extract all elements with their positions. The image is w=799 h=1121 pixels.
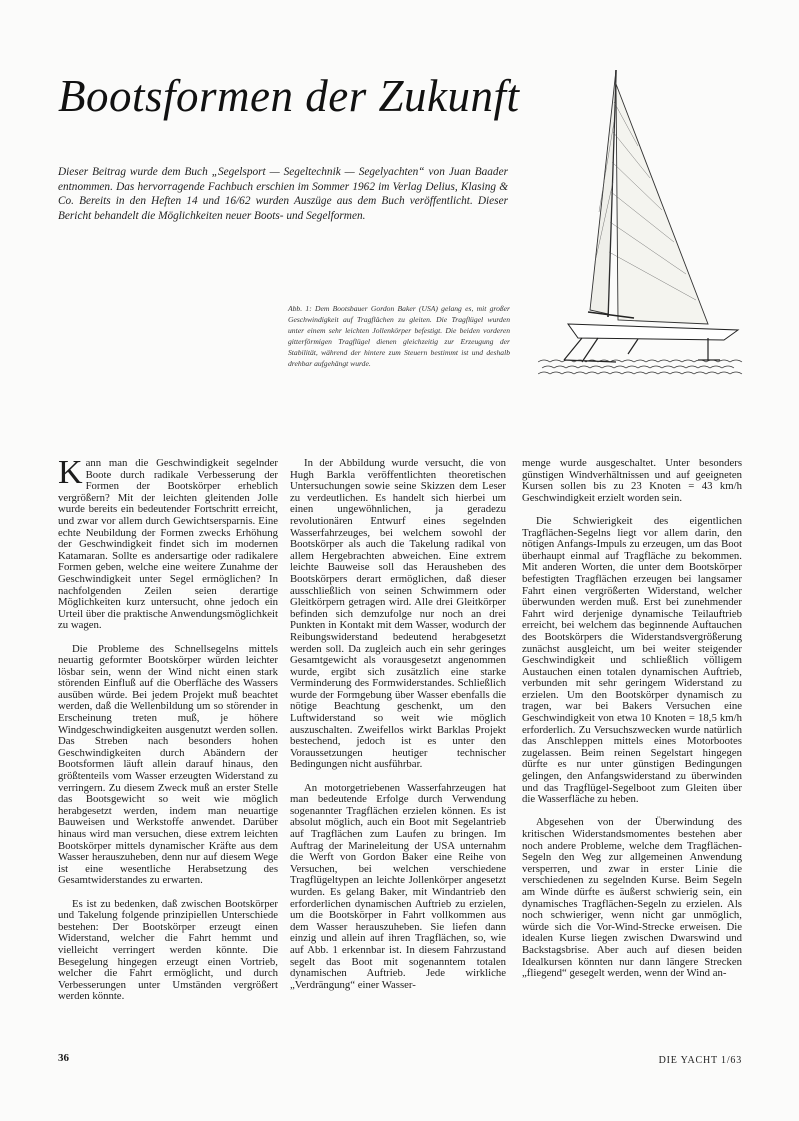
body-column-1	[58, 458, 278, 1058]
page-number: 36	[58, 1052, 69, 1064]
article-intro: Dieser Beitrag wurde dem Buch „Segelsport — Segeltechnik — Segelyachten“ von Juan Baader entnommen. Das hervorragende Fachbuch erschien im Sommer 1962 im Verlag Delius, Klasing & Co. Bereits in den Heften 14 und 16/62 wurden Auszüge aus dem Buch veröffentlicht. Dieser Bericht behandelt die Möglichkeiten neuer Boots- und Segelformen.	[58, 166, 508, 222]
body-column-2	[290, 458, 506, 1058]
paragraph: Abgesehen von der Überwindung des kritischen Widerstandsmomentes bestehen aber noch andere Probleme, welche dem Tragflächen-Segeln den Weg zur allgemeinen Anwendung versperren, und zwar in erster Linie die verschiedenen zu segelnden Kurse. Beim Segeln am Winde dürfte es äußerst schwierig sein, ein dynamisches Tragflächen-Segeln zu erzielen. Als noch schwieriger, wenn nicht gar unmöglich, würde sich die Vor-Wind-Strecke erweisen. Die idealen Kurse liegen zwischen Dwarswind und Backstagsbrise. Aber auch auf diesen beiden Idealkursen könnten nur dann längere Strecken „fliegend“ gesegelt werden, wenn der Wind an-	[522, 816, 742, 980]
running-footer: DIE YACHT 1/63	[658, 1055, 742, 1066]
article-title: Bootsformen der Zukunft	[58, 71, 520, 121]
paragraph: menge wurde ausgeschaltet. Unter besonders günstigen Windverhältnissen und auf geeigneten Kursen sollen bis zu 23 Knoten = 43 km/h Geschwindigkeit erzielt worden sein.	[522, 458, 742, 504]
paragraph: In der Abbildung wurde versucht, die von Hugh Barkla veröffentlichten theoretischen Untersuchungen sowie seine Skizzen dem Leser zu verdeutlichen. Es handelt sich hierbei um einen ungewöhnlichen, ja geradezu revolutionären Entwurf eines segelnden Wasserfahrzeuges, bei welchem sowohl der Bootskörper als auch die Takelung radikal von allem Hergebrachten abweichen. Eine extrem leichte Bauweise soll das Herausheben des Bootskörpers derart ermöglichen, daß dieser ausschließlich von seinen Schwimmern oder Gleitkörpern getragen wird. Alle drei Gleitkörper befinden sich demzufolge nur noch an drei Punkten in Kontakt mit dem Wasser, wodurch der Reibungswiderstand bedeutend herabgesetzt werden soll. Da zugleich auch ein sehr geringes Gesamtgewicht als vorausgesetzt angenommen wurde, ergibt sich zusätzlich eine starke Verminderung des Formwiderstandes. Schließlich wurde der Formgebung über Wasser ebenfalls die nötige Beachtung geschenkt, um den Luftwiderstand so weit wie möglich auszuschalten. Zweifellos wirkt Barklas Projekt bestechend, jedoch ist es unter den Voraussetzungen heutiger technischer Bedingungen nicht ausführbar.	[290, 458, 506, 771]
paragraph: Die Probleme des Schnellsegelns mittels neuartig geformter Bootskörper würden leichter lösbar sein, wenn der Wind nicht einen stark störenden Einfluß auf die Oberfläche des Wassers ausüben würde. Bei jedem Projekt muß beachtet werden, daß die Wellenbildung um so störender in Erscheinung treten muß, je höhere Windgeschwindigkeiten ausgenutzt werden sollen. Das Streben nach besonders hohen Geschwindigkeiten durch Abändern der Bootsformen läuft allein darauf hinaus, den größtenteils vom Wasser erzeugten Widerstand zu verringern. Zu diesem Zweck muß an erster Stelle das Bootsgewicht so weit wie möglich herabgesetzt werden, indem man neuartige Bauweisen und Werkstoffe anwendet. Darüber hinaus wird man versuchen, diese extrem leichten Bootskörper mittels dynamischer Kräfte aus dem Wasser herauszuheben, denn nur auf diesem Wege ist eine wesentliche Herabsetzung des Gesamtwiderstandes zu erwarten.	[58, 642, 278, 887]
paragraph: An motorgetriebenen Wasserfahrzeugen hat man bedeutende Erfolge durch Verwendung sogenannter Tragflächen erzielen können. Es ist absolut möglich, auch ein Boot mit Segelantrieb auf Tragflächen zum Laufen zu bringen. Im Auftrag der Marineleitung der USA unternahm die Werft von Gordon Baker eine Reihe von Versuchen, bei welchen verschiedene Tragflügeltypen an leichte Jollenkörper angesetzt wurden. Es gelang Baker, mit Windantrieb den erforderlichen dynamischen Auftrieb zu erzielen, um die Bootskörper in Fahrt vollkommen aus dem Wasser herauszuheben. Sie liefen dann einzig und allein auf ihren Tragflächen, so, wie auf Abb. 1 erkennbar ist. In diesem Fahrzustand segelt das Boot mit sogenanntem totalen dynamischen Auftrieb. Jede wirkliche „Verdrängung“ einer Wasser-	[290, 781, 506, 991]
paragraph: Es ist zu bedenken, daß zwischen Bootskörper und Takelung folgende prinzipiellen Unterschiede bestehen: Der Bootskörper erzeugt einen Widerstand, welcher die Fahrt hemmt und vielleicht verringert werden könnte. Die Besegelung hingegen erzeugt einen Vortrieb, welcher die Fahrt ermöglicht, und durch Verbesserungen unter Umständen vergrößert werden könnte.	[58, 897, 278, 1003]
drop-cap: K	[58, 458, 83, 491]
paragraph	[58, 458, 278, 632]
hydrofoil-sailboat-illustration	[538, 62, 750, 380]
paragraph-text: ann man die Geschwindigkeit segelnder Boote durch radikale Verbesserung der Formen der Bootskörper erheblich vergrößern? Mit der leichten gleitenden Jolle wurde bereits ein bedeutender Fortschritt erreicht, und zwar vor allem durch Gewichtsersparnis. Eine echte Neubildung der Formen zwecks Erhöhung der Geschwindigkeit findet sich im modernen Katamaran. Sollte es andersartige oder radikalere Formen geben, welche eine weitere Zunahme der Geschwindigkeit unter Segel ermöglichen? In nachfolgenden Zeilen seien derartige Möglichkeiten kurz untersucht, ohne jedoch ein Urteil über die praktische Anwendungsmöglichkeit zu wagen.	[58, 458, 278, 632]
body-column-3	[522, 458, 742, 1058]
figure-caption: Abb. 1: Dem Bootsbauer Gordon Baker (USA) gelang es, mit großer Geschwindigkeit auf Tragflächen zu gleiten. Die Tragflügel wurden unter einem sehr leichten Jollenkörper befestigt. Die beiden vorderen gitterförmigen Tragflügel dienen gleichzeitig zur Erzeugung der Stabilität, während der hintere zum Steuern bestimmt ist und deshalb drehbar aufgehängt wurde.	[288, 304, 510, 368]
paragraph: Die Schwierigkeit des eigentlichen Tragflächen-Segelns liegt vor allem darin, den nötigen Anfangs-Impuls zu erzeugen, um das Boot überhaupt einmal auf Tragfläche zu bekommen. Mit anderen Worten, die unter dem Bootskörper befestigten Tragflächen erzeugen bei langsamer Fahrt einen vergrößerten Widerstand, welcher überwunden werden muß. Erst bei zunehmender Fahrt wird derjenige dynamische Teilauftrieb erreicht, bei welchem das beginnende Auftauchen des Bootskörpers die Widerstandsvergrößerung zunächst ausgleicht, um bei weiter steigender Geschwindigkeit und schließlich völligem Austauchen einen totalen dynamischen Auftrieb, verbunden mit sehr geringem Widerstand zu erzielen. Um den Bootskörper dynamisch zu tragen, war bei Bakers Versuchen eine Geschwindigkeit von etwa 10 Knoten = 18,5 km/h erforderlich. Zu Versuchszwecken wurde natürlich das Anschleppen mittels eines Motorbootes zugelassen. Beim reinen Segelstart hingegen dürfte es nur unter günstigen Bedingungen gelingen, den Anfangswiderstand zu überwinden und das Tragflügel-Segelboot zum Gleiten über die Wasserfläche zu heben.	[522, 514, 742, 806]
